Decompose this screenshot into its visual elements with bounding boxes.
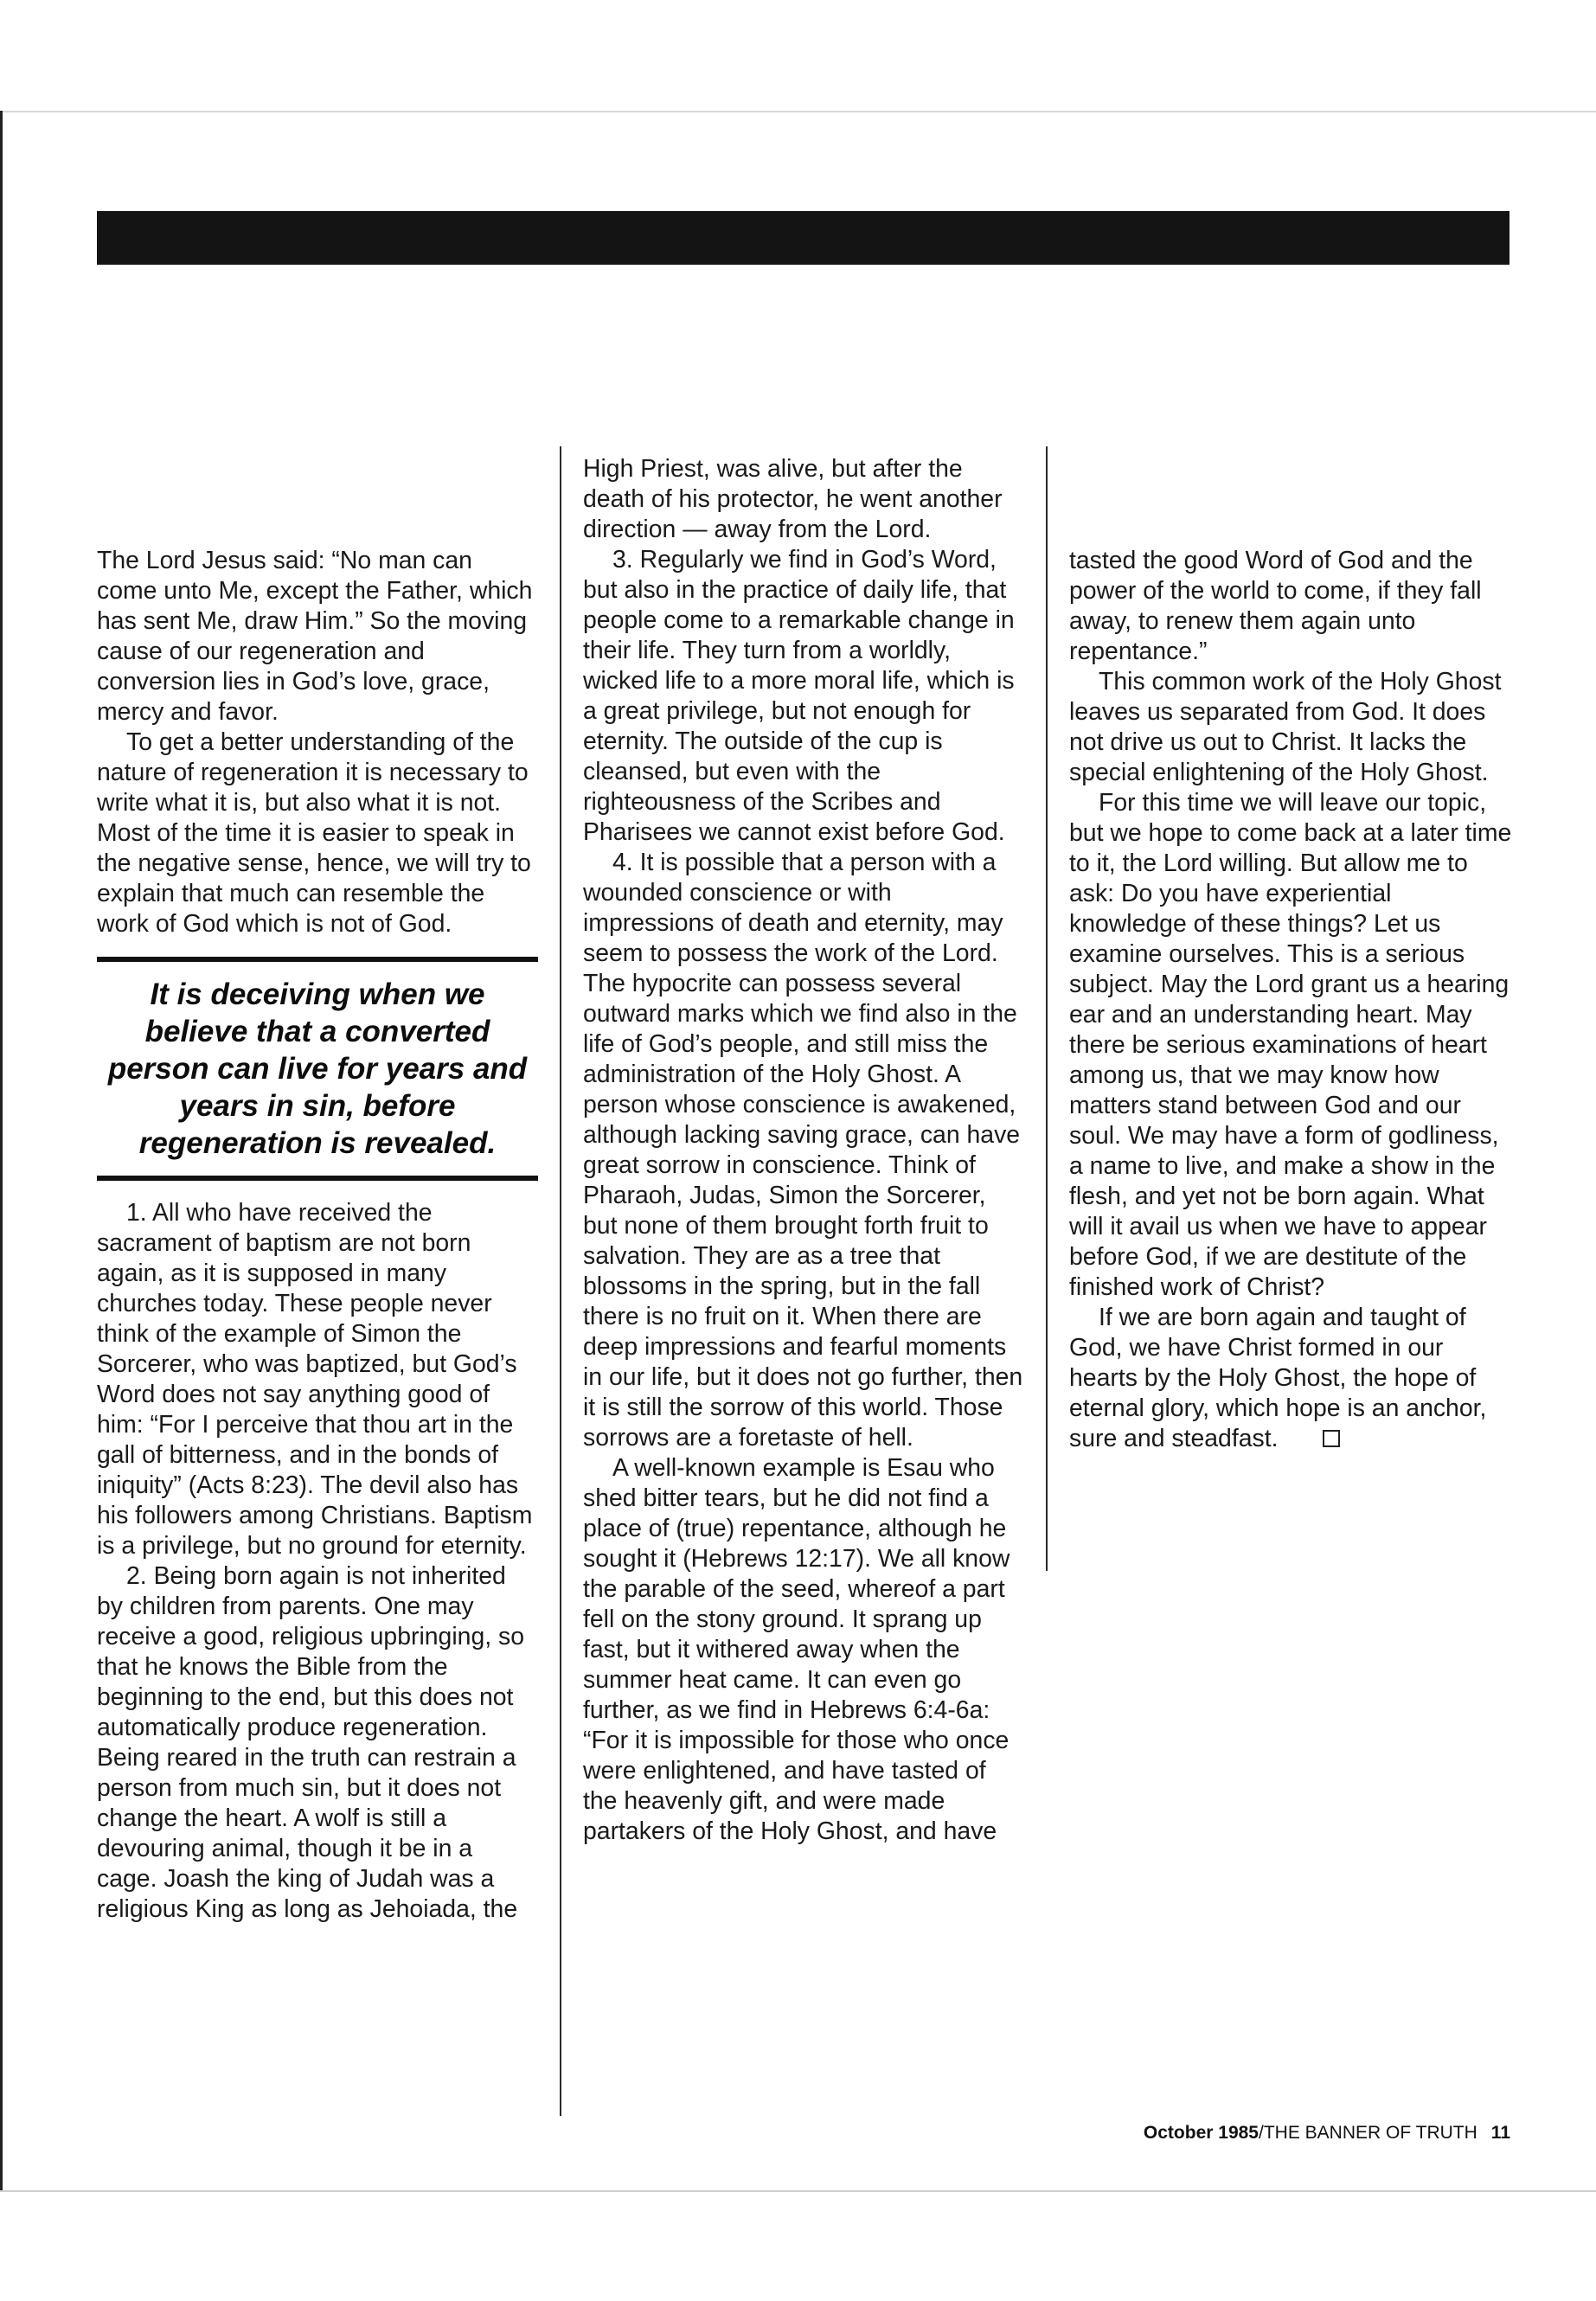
- paragraph: tasted the good Word of God and the power of the world to come, if they fall away, to renew them again unto repentance.”: [1069, 547, 1482, 665]
- paragraph: 3. Regularly we find in God’s Word, but also in the practice of daily life, that people come to a remarkable change in their life. They turn from a worldly, wicked life to a more moral life, which is a great privilege, but not enough for eternity. The outside of the cup is cleansed, but even with the righteousness of the Scribes and Pharisees we cannot exist before God.: [583, 546, 1015, 846]
- column-rule-left: [560, 446, 561, 2116]
- paragraph: A well-known example is Esau who shed bitter tears, but he did not find a place of (true) repentance, although he sought it (Hebrews 12:17). We all know the parable of the seed, whereof a part fell on the stony ground. It sprang up fast, but it withered away when the summer heat came. It can even go further, as we find in Hebrews 6:4-6a: “For it is impossible for those who once were enlightened, and have tasted of the heavenly gift, and were made partakers of the Holy Ghost, and have: [583, 1454, 1010, 1845]
- header-bar: [97, 211, 1509, 265]
- final-paragraph: [1069, 1303, 1512, 1454]
- article-column-2: [583, 454, 1026, 1847]
- paragraph: This common work of the Holy Ghost leaves us separated from God. It does not drive us out to Christ. It lacks the special enlightening of the Holy Ghost.: [1069, 668, 1502, 786]
- article-column-1: [97, 546, 538, 1925]
- paragraph: The Lord Jesus said: “No man can come unto Me, except the Father, which has sent Me, draw Him.” So the moving cause of our regeneration and conversion lies in God’s love, grace, mercy and favor.: [97, 547, 533, 726]
- end-mark-icon: [1323, 1430, 1340, 1447]
- article-column-3: [1069, 546, 1512, 1454]
- paragraph: 4. It is possible that a person with a wounded conscience or with impressions of death and eternity, may seem to possess the work of the Lord. The hypocrite can possess several outward marks which we find also in the life of God’s people, and still miss the administration of the Holy Ghost. A person whose conscience is awakened, although lacking saving grace, can have great sorrow in conscience. Think of Pharaoh, Judas, Simon the Sorcerer, but none of them brought forth fruit to salvation. They are as a tree that blossoms in the spring, but in the fall there is no fruit on it. When there are deep impressions and fearful moments in our life, but it does not go further, then it is still the sorrow of this world. Those sorrows are a foretaste of hell.: [583, 849, 1023, 1452]
- paragraph: High Priest, was alive, but after the death of his protector, he went another direction — away from the Lord.: [583, 455, 1003, 543]
- page-footer: [1144, 2123, 1510, 2144]
- page-edge-bottom: [0, 2190, 1596, 2192]
- paragraph: 1. All who have received the sacrament of baptism are not born again, as it is supposed in many churches today. These people never think of the example of Simon the Sorcerer, who was baptized, but God’s Word does not say anything good of him: “For I perceive that thou art in the gall of bitterness, and in the bonds of iniquity” (Acts 8:23). The devil also has his followers among Christians. Baptism is a privilege, but no ground for eternity.: [97, 1199, 533, 1560]
- page-edge-left: [0, 111, 3, 2191]
- page-edge-top: [0, 111, 1596, 112]
- paragraph: 2. Being born again is not inherited by children from parents. One may receive a good, religious upbringing, so that he knows the Bible from the beginning to the end, but this does not automatically produce regeneration. Being reared in the truth can restrain a person from much sin, but it does not change the heart. A wolf is still a devouring animal, though it be in a cage. Joash the king of Judah was a religious King as long as Jehoiada, the: [97, 1562, 524, 1923]
- paragraph: For this time we will leave our topic, but we hope to come back at a later time to it, the Lord willing. But allow me to ask: Do you have experiential knowledge of these things? Let us examine ourselves. This is a serious subject. May the Lord grant us a hearing ear and an understanding heart. May there be serious examinations of heart among us, that we may know how matters stand between God and our soul. We may have a form of godliness, a name to live, and make a show in the flesh, and yet not be born again. What will it avail us when we have to appear before God, if we are destitute of the finished work of Christ?: [1069, 789, 1512, 1301]
- footer-date: October 1985: [1143, 2123, 1259, 2143]
- pull-quote: It is deceiving when we believe that a converted person can live for years and years in sin, before regeneration is revealed.: [97, 957, 538, 1181]
- paragraph: To get a better understanding of the nature of regeneration it is necessary to write what it is, but also what it is not. Most of the time it is easier to speak in the negative sense, hence, we will try to explain that much can resemble the work of God which is not of God.: [97, 728, 531, 938]
- column-rule-right: [1046, 446, 1048, 1571]
- footer-title: /THE BANNER OF TRUTH: [1259, 2123, 1477, 2143]
- page-number: 11: [1490, 2123, 1510, 2143]
- paragraph-text: If we are born again and taught of God, we have Christ formed in our hearts by the Holy Ghost, the hope of eternal glory, which hope is an anchor, sure and steadfast.: [1069, 1304, 1487, 1452]
